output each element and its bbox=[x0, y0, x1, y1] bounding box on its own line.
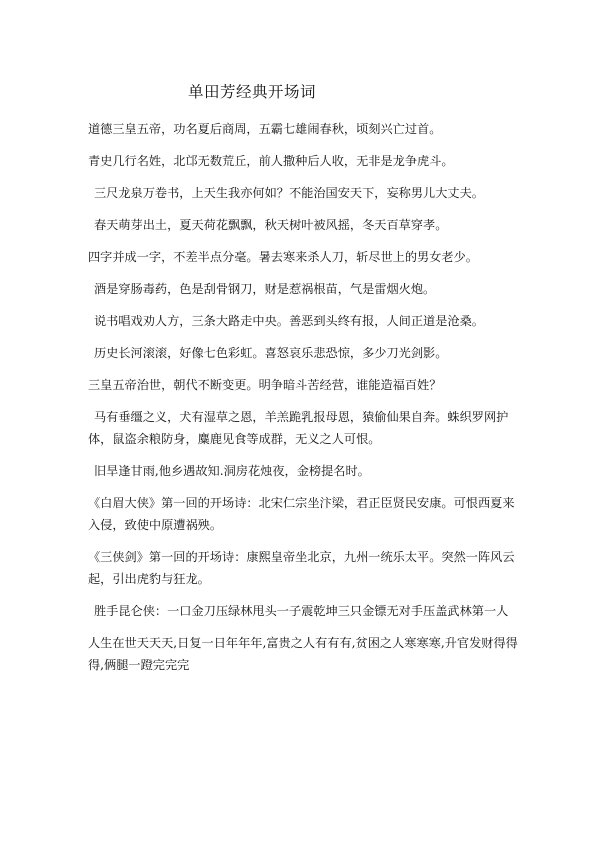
paragraph: 人生在世天天天,日复一日年年年,富贵之人有有有,贫困之人寒寒寒,升官发财得得得,俩腿一蹬完完完 bbox=[88, 636, 518, 672]
paragraph: 胜手昆仑侠：一口金刀压绿林甩头一子震乾坤三只金镖无对手压盖武林第一人 bbox=[94, 604, 509, 618]
paragraph: 三尺龙泉万卷书，上天生我亦何如？不能治国安天下，妄称男儿大丈夫。 bbox=[94, 186, 484, 200]
paragraph: 旧旱逢甘雨,他乡遇故知.洞房花烛夜，金榜提名时。 bbox=[94, 464, 370, 478]
paragraph: 说书唱戏劝人方，三条大路走中央。善恶到头终有报，人间正道是沧桑。 bbox=[94, 314, 484, 328]
paragraph: 《三侠剑》第一回的开场诗：康熙皇帝坐北京，九州一统乐太平。突然一阵风云起，引出虎豹与狂龙。 bbox=[88, 550, 515, 586]
paragraph: 《白眉大侠》第一回的开场诗：北宋仁宗坐汴梁，君正臣贤民安康。可恨西夏来入侵，致使中原遭祸殃。 bbox=[88, 496, 515, 532]
page-title: 单田芳经典开场词 bbox=[188, 83, 317, 101]
paragraph: 春天萌芽出土，夏天荷花飘飘，秋天树叶被风摇，冬天百草穿孝。 bbox=[94, 218, 448, 232]
paragraph: 马有垂缰之义，犬有湿草之恩，羊羔跪乳报母恩，猿偷仙果自奔。蛛织罗网护体，鼠盗余粮防身，麋鹿见食等成群，无义之人可恨。 bbox=[88, 410, 509, 446]
paragraph: 青史几行名姓，北邙无数荒丘，前人撒种后人收，无非是龙争虎斗。 bbox=[88, 154, 454, 168]
paragraph: 四字并成一字，不差半点分毫。暑去寒来杀人刀，斩尽世上的男女老少。 bbox=[88, 250, 478, 264]
paragraph: 道德三皇五帝，功名夏后商周，五霸七雄闹春秋，顷刻兴亡过首。 bbox=[88, 122, 442, 136]
paragraph: 三皇五帝治世，朝代不断变更。明争暗斗苦经营，谁能造福百姓？ bbox=[88, 378, 442, 392]
paragraph: 历史长河滚滚，好像七色彩虹。喜怒哀乐悲恐惊，多少刀光剑影。 bbox=[94, 346, 448, 360]
paragraph: 酒是穿肠毒药，色是刮骨钢刀，财是惹祸根苗，气是雷烟火炮。 bbox=[94, 282, 436, 296]
